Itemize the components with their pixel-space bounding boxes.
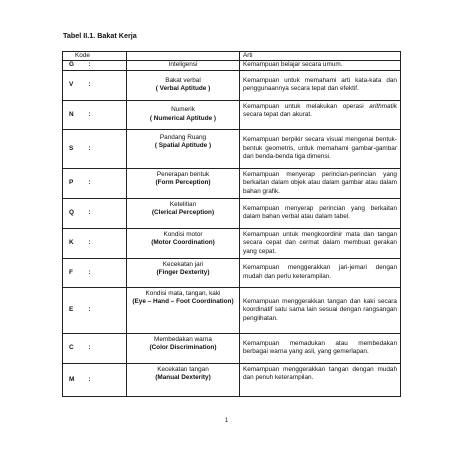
row-name-en: (Clerical Perception) (151, 209, 215, 217)
row-name-en: ( Spatial Aptitude ) (154, 142, 212, 150)
row-name-en: (Finger Dexterity) (156, 269, 210, 277)
row-code: Q (63, 198, 89, 228)
page-number: 1 (224, 418, 229, 424)
row-colon: : (89, 129, 127, 168)
row-code: N (63, 100, 89, 129)
row-name (127, 258, 240, 287)
row-code: E (63, 287, 89, 333)
arti-text: Kemampuan untuk melakukan operasi (243, 102, 370, 110)
row-arti: Kemampuan menggerakkan tangan dengan mudah dan penuh keterampilan. (240, 363, 401, 396)
row-name (127, 129, 240, 168)
row-name-en: (Form Perception) (155, 179, 211, 187)
row-name-en: (Motor Coordination) (151, 239, 215, 247)
row-name-id: Kecekatan tangan (157, 365, 209, 373)
row-name-id: Kondisi mata, tangan, kaki (145, 289, 221, 297)
row-code: V (63, 70, 89, 100)
row-colon: : (89, 61, 127, 70)
table-row (63, 198, 401, 228)
row-code: S (63, 129, 89, 168)
row-colon: : (89, 228, 127, 258)
table-row (63, 363, 401, 396)
table-row (63, 61, 401, 70)
row-name-id: Bakat verbal (165, 76, 201, 84)
row-arti: Kemampuan memadukan atau membedakan berbagai warna yang asli, yang gemerlapan. (240, 333, 401, 363)
row-colon: : (89, 333, 127, 363)
row-name (127, 70, 240, 100)
row-name-id: Membedakan warna (154, 335, 212, 343)
bakat-kerja-table (62, 51, 401, 397)
row-colon: : (89, 287, 127, 333)
row-name (127, 168, 240, 198)
row-code: C (63, 333, 89, 363)
row-colon: : (89, 363, 127, 396)
row-code: M (63, 363, 89, 396)
row-name (127, 333, 240, 363)
row-code: F (63, 258, 89, 287)
row-name-en: (Color Discrimination) (149, 344, 217, 352)
row-code: G (63, 61, 89, 70)
row-arti: Kemampuan untuk mengkoordinir mata dan tangan secara cepat dan cermat dalam membuat gerakan yang cepat. (240, 228, 401, 258)
row-name-id: Kondisi motor (163, 230, 203, 238)
table-row (63, 100, 401, 129)
row-code: K (63, 228, 89, 258)
row-name (127, 61, 240, 70)
row-name-id: Kecekatan jari (162, 260, 204, 268)
row-colon: : (89, 168, 127, 198)
row-arti (240, 100, 401, 129)
row-name (127, 287, 240, 333)
table-row (63, 287, 401, 333)
row-colon: : (89, 70, 127, 100)
row-name-en: ( Numerical Aptitude ) (149, 114, 217, 122)
row-name-id: Inteligensi (168, 61, 198, 69)
table-title: Tabel II.1. Bakat Kerja (63, 31, 137, 40)
row-name-en: (Manual Dexterity) (155, 374, 211, 382)
table-row (63, 258, 401, 287)
arti-text-after: secara tepat dan akurat. (243, 111, 312, 119)
row-name-id: Penerapan bentuk (156, 170, 210, 178)
row-name (127, 100, 240, 129)
row-arti: Kemampuan menyerap perincian-perincian yang berkaitan dalam objek atau dalam gambar atau dalam bahan grafik. (240, 168, 401, 198)
table-row (63, 129, 401, 168)
row-name-id: Pandang Ruang (159, 133, 207, 141)
header-arti: Arti (240, 52, 401, 61)
row-name (127, 198, 240, 228)
header-kode: Kode (63, 52, 127, 61)
row-arti: Kemampuan menggerakkan tangan dan kaki secara koordinatif satu sama lain sesuai dengan rangsangan penglihatan. (240, 287, 401, 333)
row-name-id: Ketelitian (169, 200, 197, 208)
row-arti: Kemampuan berpikir secara visual mengenai bentuk-bentuk geometris, untuk memahami gambar-gambar dari benda-benda tiga dimensi. (240, 129, 401, 168)
row-name-en: (Eye – Hand – Foot Coordination) (132, 298, 234, 306)
row-name (127, 228, 240, 258)
table-row (63, 168, 401, 198)
table-row (63, 333, 401, 363)
row-colon: : (89, 100, 127, 129)
row-name-en: ( Verbal Aptitude ) (155, 85, 211, 93)
row-arti: Kemampuan belajar secara umum. (240, 61, 401, 70)
table-header-row (63, 52, 401, 61)
arti-italic-term: arithmatik (369, 102, 397, 110)
row-colon: : (89, 258, 127, 287)
row-name-id: Numerik (171, 106, 195, 114)
table-row (63, 70, 401, 100)
row-arti: Kemampuan untuk memahami arti kata-kata dan penggunaannya secara tepat dan efektif. (240, 70, 401, 100)
header-empty (127, 52, 240, 61)
table-row (63, 228, 401, 258)
row-name (127, 363, 240, 396)
row-code: P (63, 168, 89, 198)
row-arti: Kemampuan menyerap perincian yang berkaitan dalam bahan verbal atau dalam tabel. (240, 198, 401, 228)
row-arti: Kemampuan menggerakkan jari-jemari dengan mudah dan perlu keterampilan. (240, 258, 401, 287)
row-colon: : (89, 198, 127, 228)
